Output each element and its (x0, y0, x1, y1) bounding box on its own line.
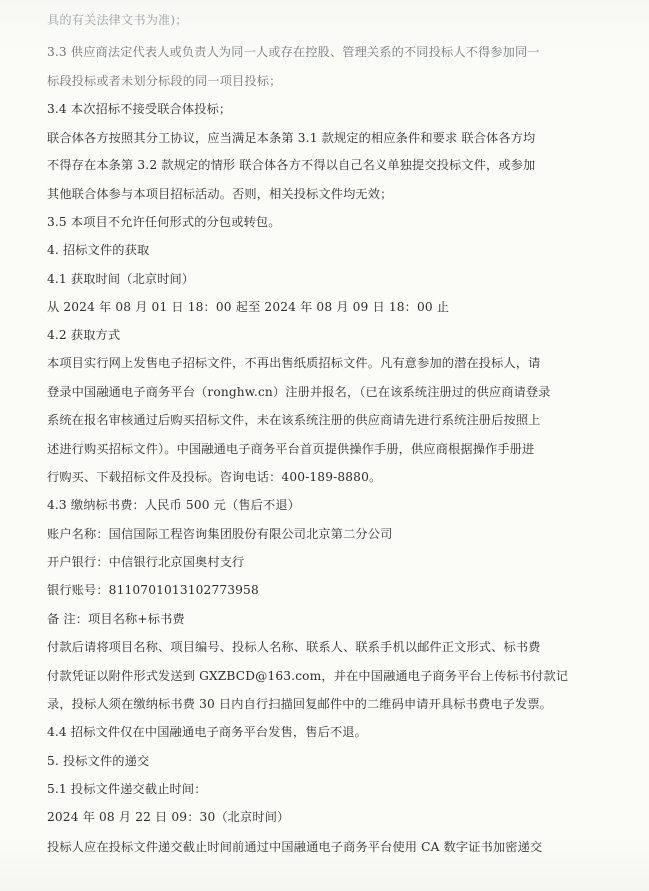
text-line: 付款后请将项目名称、项目编号、投标人名称、联系人、联系手机以邮件正文形式、标书费 (47, 640, 541, 654)
section-heading: 4. 招标文件的获取 (47, 243, 150, 257)
section-heading: 5. 投标文件的递交 (47, 754, 150, 768)
text-line: 备 注：项目名称+标书费 (47, 612, 185, 626)
text-line: 其他联合体参与本项目招标活动。否则，相关投标文件均无效； (47, 187, 393, 201)
text-line: 本项目实行网上发售电子招标文件，不再出售纸质招标文件。凡有意参加的潜在投标人，请 (47, 356, 541, 370)
text-line: 银行账号：8110701013102773958 (47, 583, 259, 597)
text-line: 开户银行：中信银行北京国奥村支行 (47, 555, 245, 569)
text-line: 具的有关法律文书为准)； (47, 13, 188, 27)
text-line: 述进行购买招标文件）。中国融通电子商务平台首页提供操作手册，供应商根据操作手册进 (47, 442, 535, 456)
text-line: 4.1 获取时间（北京时间） (47, 272, 195, 286)
text-line: 系统在报名审核通过后购买招标文件，未在该系统注册的供应商请先进行系统注册后按照上 (47, 413, 541, 427)
text-line: 2024 年 08 月 22 日 09：30（北京时间） (47, 810, 290, 824)
text-line: 账户名称：国信国际工程咨询集团股份有限公司北京第二分公司 (47, 527, 393, 541)
text-line: 不得存在本条第 3.2 款规定的情形 联合体各方不得以自己名义单独提交投标文件，或参加 (47, 158, 536, 172)
text-line: 登录中国融通电子商务平台（ronghw.cn）注册并报名，（已在该系统注册过的供应商请登录 (47, 385, 551, 399)
text-line: 3.3 供应商法定代表人或负责人为同一人或存在控股、管理关系的不同投标人不得参加同一 (47, 45, 540, 59)
text-line: 3.5 本项目不允许任何形式的分包或转包。 (47, 215, 281, 229)
text-line: 付款凭证以附件形式发送到 GXZBCD@163.com，并在中国融通电子商务平台上传标书付款记 (47, 669, 569, 683)
text-line: 标段投标或者未划分标段的同一项目投标； (47, 74, 282, 88)
text-line: 4.2 获取方式 (47, 328, 121, 342)
text-line: 从 2024 年 08 月 01 日 18：00 起至 2024 年 08 月 09 日 18：00 止 (47, 300, 450, 314)
text-line: 行购买、下载招标文件及投标。咨询电话：400-189-8880。 (47, 470, 382, 484)
text-line: 3.4 本次招标不接受联合体投标； (47, 102, 232, 116)
text-line: 4.3 缴纳标书费：人民币 500 元（售后不退） (47, 498, 301, 512)
text-line: 录，投标人须在缴纳标书费 30 日内自行扫描回复邮件中的二维码申请开具标书费电子发票。 (47, 697, 553, 711)
text-line: 4.4 招标文件仅在中国融通电子商务平台发售，售后不退。 (47, 725, 367, 739)
text-line: 联合体各方按照其分工协议，应当满足本条第 3.1 款规定的相应条件和要求 联合体各方均 (47, 131, 536, 145)
text-line: 5.1 投标文件递交截止时间： (47, 782, 207, 796)
text-line: 投标人应在投标文件递交截止时间前通过中国融通电子商务平台使用 CA 数字证书加密递交 (47, 840, 543, 854)
